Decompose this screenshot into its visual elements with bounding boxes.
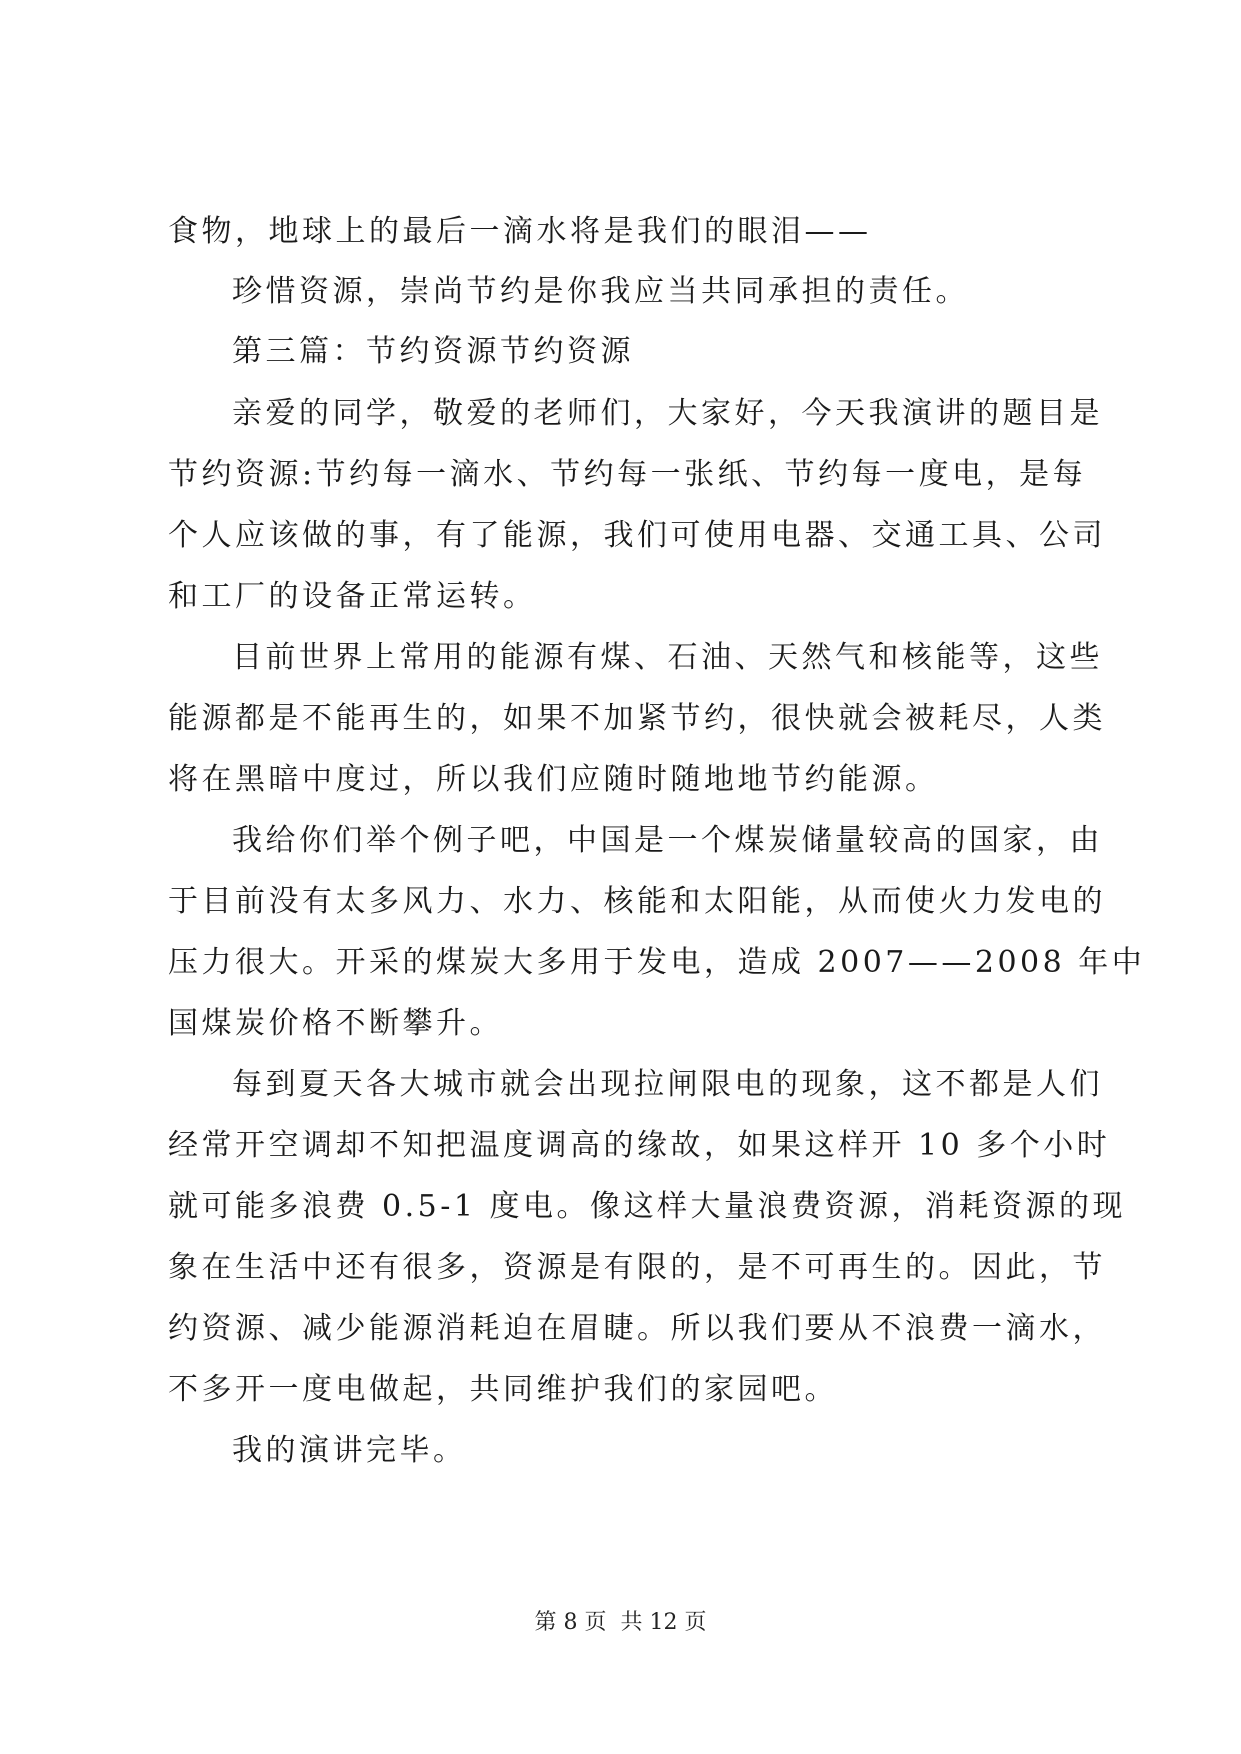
text-line: 约资源、减少能源消耗迫在眉睫。所以我们要从不浪费一滴水， xyxy=(168,1311,1106,1346)
text-line: 就可能多浪费 0.5-1 度电。像这样大量浪费资源，消耗资源的现 xyxy=(168,1189,1127,1224)
text-line: 我给你们举个例子吧，中国是一个煤炭储量较高的国家，由 xyxy=(232,823,1103,858)
text-line: 压力很大。开采的煤炭大多用于发电，造成 2007——2008 年中 xyxy=(168,945,1146,980)
text-line: 个人应该做的事，有了能源，我们可使用电器、交通工具、公司 xyxy=(168,518,1106,553)
section-heading: 第三篇：节约资源节约资源 xyxy=(232,334,634,369)
text-line: 我的演讲完毕。 xyxy=(232,1433,467,1468)
text-line: 将在黑暗中度过，所以我们应随时随地地节约能源。 xyxy=(168,762,939,797)
text-line: 食物，地球上的最后一滴水将是我们的眼泪—— xyxy=(168,214,872,249)
text-line: 珍惜资源，崇尚节约是你我应当共同承担的责任。 xyxy=(232,274,969,309)
text-line: 象在生活中还有很多，资源是有限的，是不可再生的。因此，节 xyxy=(168,1250,1106,1285)
text-line: 不多开一度电做起，共同维护我们的家园吧。 xyxy=(168,1372,838,1407)
text-line: 于目前没有太多风力、水力、核能和太阳能，从而使火力发电的 xyxy=(168,884,1106,919)
text-line: 亲爱的同学，敬爱的老师们，大家好，今天我演讲的题目是 xyxy=(232,396,1103,431)
text-line: 国煤炭价格不断攀升。 xyxy=(168,1006,503,1041)
text-line: 能源都是不能再生的，如果不加紧节约，很快就会被耗尽，人类 xyxy=(168,701,1106,736)
text-line: 节约资源:节约每一滴水、节约每一张纸、节约每一度电，是每 xyxy=(168,457,1087,492)
page-number-footer: 第 8 页 共 12 页 xyxy=(534,1610,707,1635)
text-line: 目前世界上常用的能源有煤、石油、天然气和核能等，这些 xyxy=(232,640,1103,675)
text-line: 每到夏天各大城市就会出现拉闸限电的现象，这不都是人们 xyxy=(232,1067,1103,1102)
text-line: 和工厂的设备正常运转。 xyxy=(168,579,537,614)
text-line: 经常开空调却不知把温度调高的缘故，如果这样开 10 多个小时 xyxy=(168,1128,1111,1163)
